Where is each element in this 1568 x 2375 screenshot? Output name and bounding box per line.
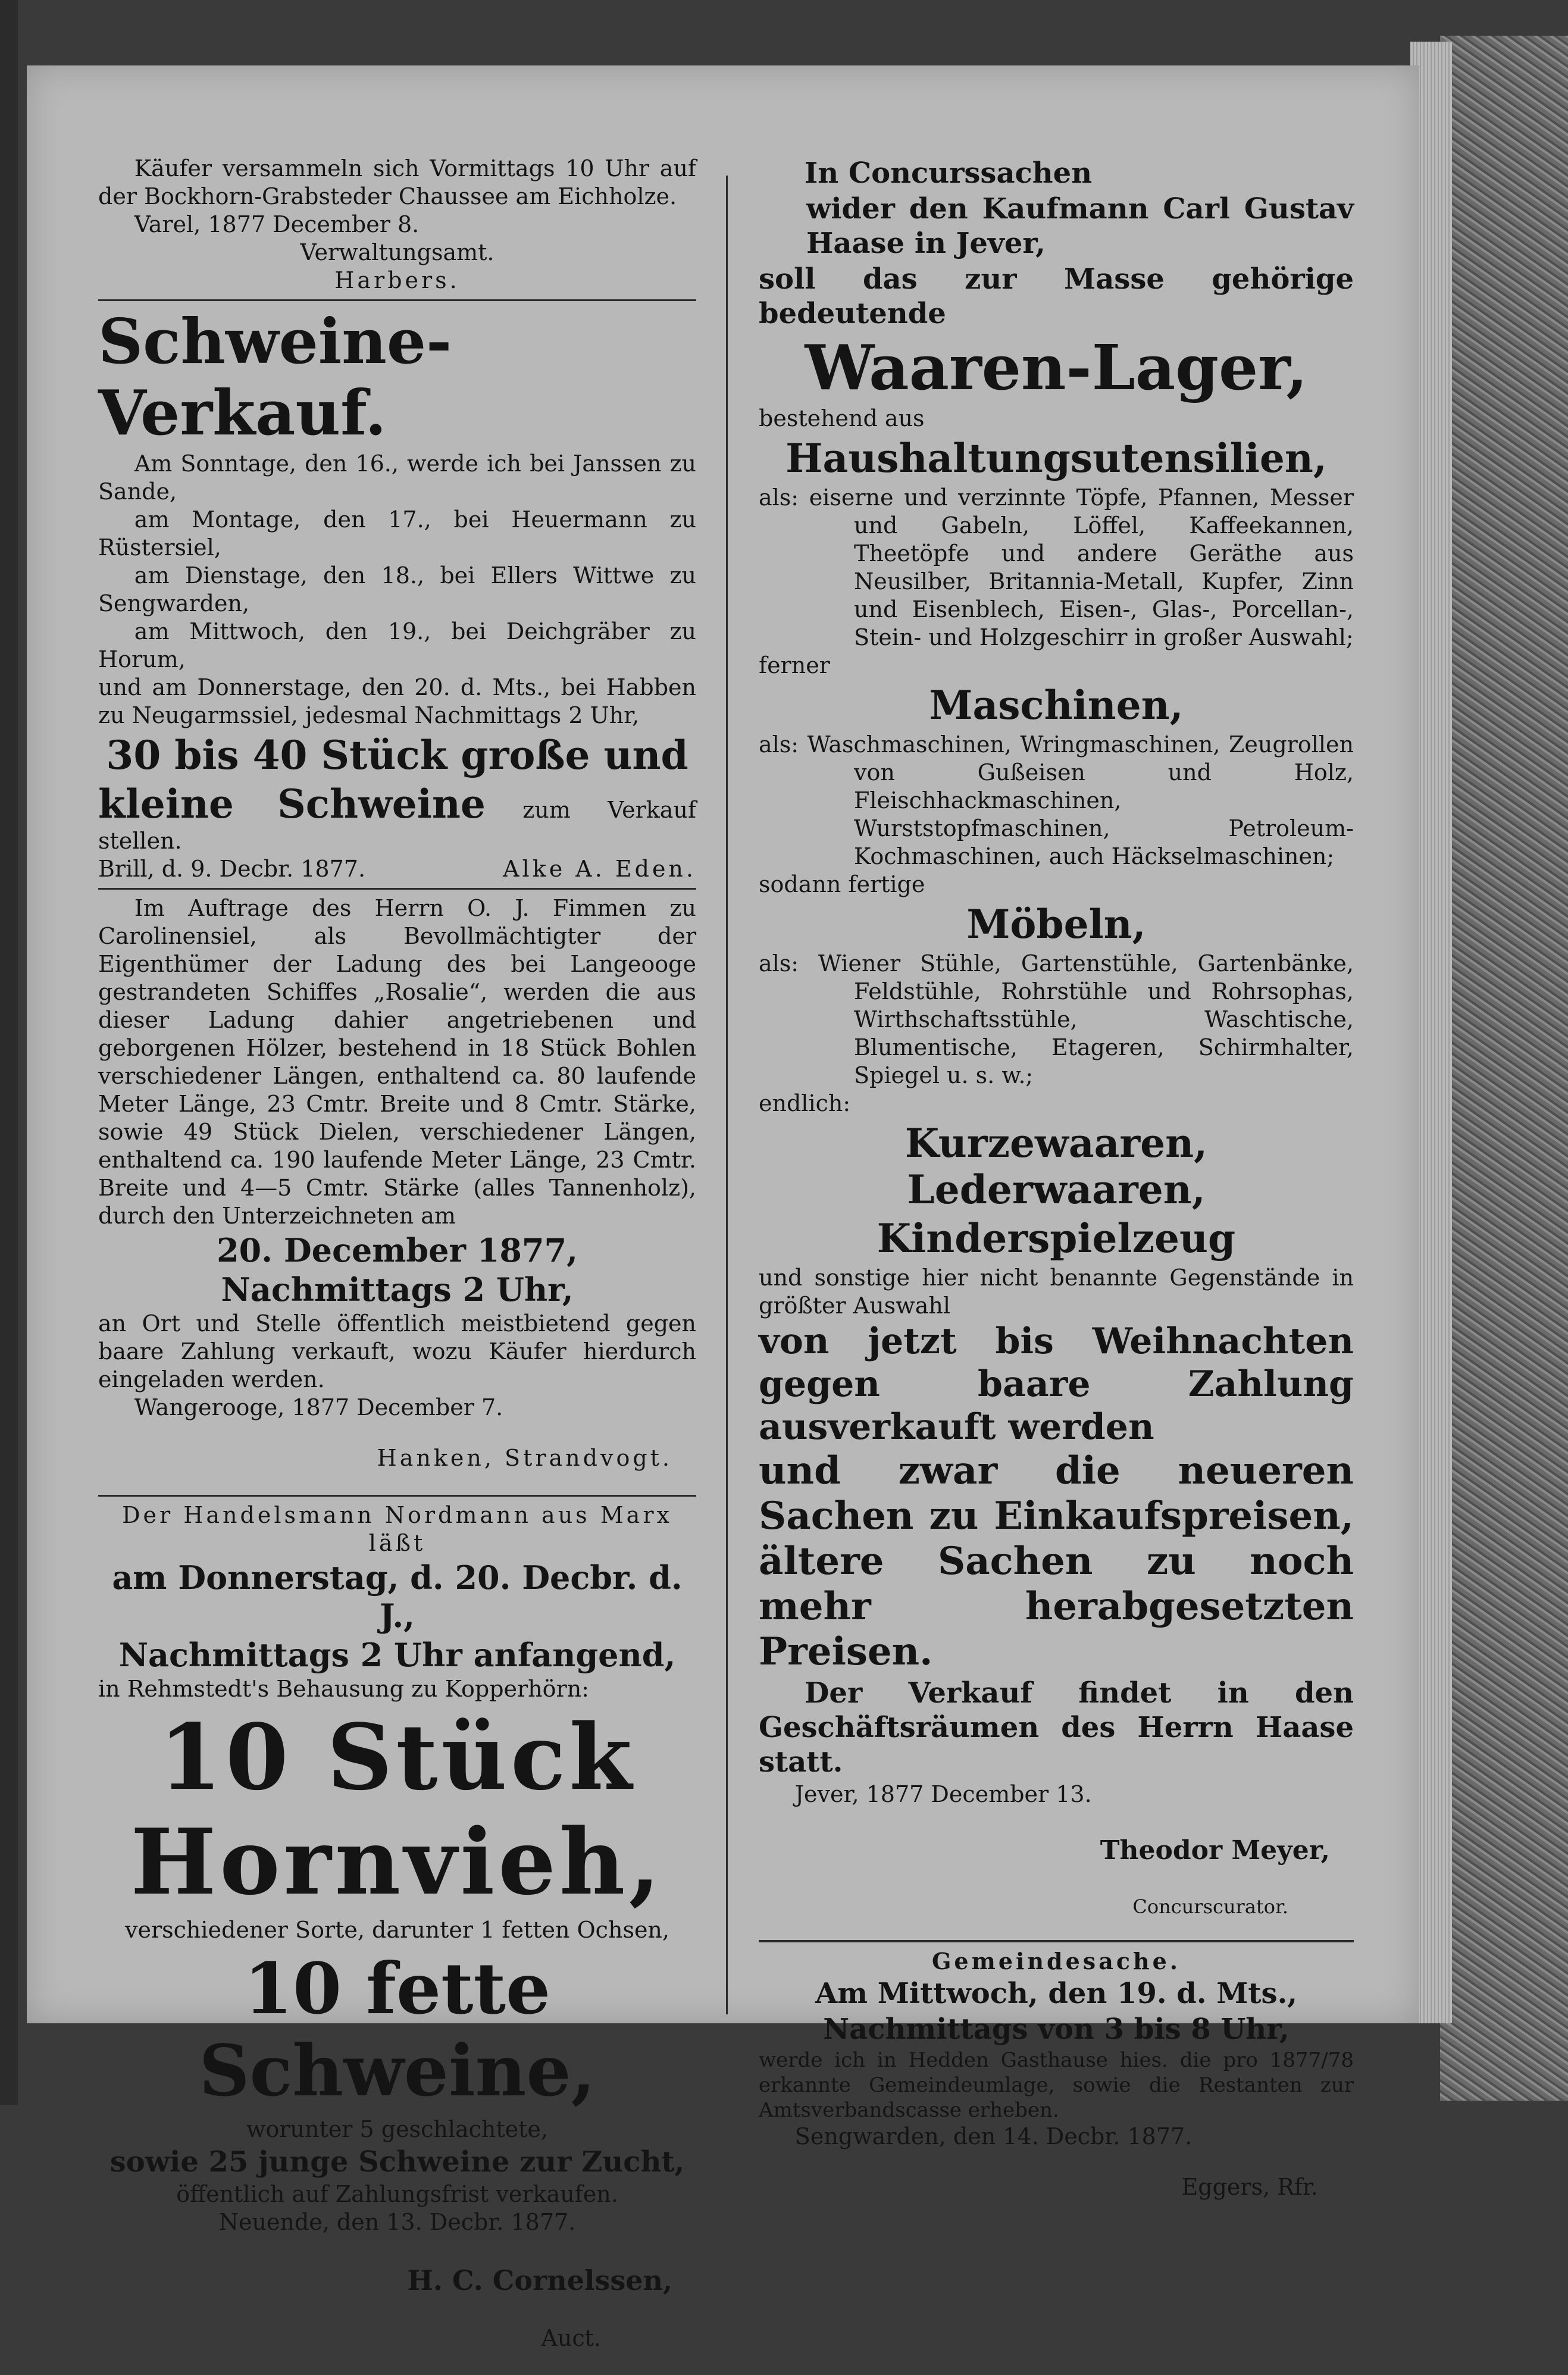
bankruptcy-haushalt-items: als: eiserne und verzinnte Töpfe, Pfannen, Messer und Gabeln, Löffel, Kaffeekannen, Theetöpfe und andere Geräthe aus Neusilber, Britannia-Metall, Kupfer, Zinn und Eisenblech, Eisen-, Glas-, Porcellan-, Stein- und Holzgeschirr in großer Auswahl; — [759, 484, 1354, 650]
cattle-sale-big: 10 fette Schweine, — [199, 1947, 596, 2112]
section-rule — [98, 299, 696, 301]
cattle-sale-place: in Rehmstedt's Behausung zu Kopperhörn: — [98, 1676, 589, 1702]
wood-sale-text-2: an Ort und Stelle öffentlich meistbietend gegen baare Zahlung verkauft, wozu Käufer hierdurch eingeladen werden. — [98, 1310, 696, 1393]
bankruptcy-heading-haushalt: Haushaltungsutensilien, — [785, 435, 1327, 481]
community-place-date: Sengwarden, den 14. Decbr. 1877. — [794, 2123, 1193, 2149]
bankruptcy-sale-text: von jetzt bis Weihnachten gegen baare Zahlung ausverkauft werden — [759, 1321, 1354, 1448]
cattle-sale-date: am Donnerstag, d. 20. Decbr. d. J., — [112, 1559, 683, 1635]
bankruptcy-ad — [759, 156, 1354, 1921]
left-column — [98, 155, 696, 2375]
pig-sale-big-2: kleine Schweine — [98, 781, 486, 827]
pig-sale-ad — [98, 306, 696, 883]
bankruptcy-signer: Theodor Meyer, — [1100, 1835, 1330, 1866]
bankruptcy-intro-3: soll das zur Masse gehörige bedeutende — [759, 262, 1354, 330]
notice-top — [98, 155, 696, 295]
bankruptcy-heading-moebel: Möbeln, — [966, 901, 1146, 947]
cattle-sale-terms: öffentlich auf Zahlungsfrist verkaufen. — [176, 2181, 618, 2207]
community-time: Nachmittags von 3 bis 8 Uhr, — [823, 2013, 1290, 2046]
bankruptcy-place-date: Jever, 1877 December 13. — [794, 1781, 1092, 1807]
scan-edge — [0, 0, 18, 2105]
community-text: werde ich in Hedden Gasthause hies. die pro 1877/78 erkannte Gemeindeumlage, sowie die Restanten zur Amtsverbandscasse erheben. — [759, 2048, 1354, 2122]
cattle-sale-signer: H. C. Cornelssen, — [407, 2264, 672, 2296]
community-signer: Eggers, Rfr. — [1181, 2174, 1318, 2200]
bankruptcy-venue: Der Verkauf findet in den Geschäftsräumen des Herrn Haase statt. — [759, 1676, 1354, 1779]
pig-sale-footer — [98, 855, 696, 883]
bankruptcy-consisting: bestehend aus — [759, 405, 925, 431]
pig-sale-text: Am Sonntage, den 16., werde ich bei Janssen zu Sande, — [98, 450, 696, 505]
cattle-sale-sort: verschiedener Sorte, darunter 1 fetten Ochsen, — [125, 1917, 669, 1943]
cattle-sale-intro: Der Handelsmann Nordmann aus Marx läßt — [122, 1502, 672, 1556]
bankruptcy-intro-2: wider den Kaufmann Carl Gustav Haase in Jever, — [806, 192, 1354, 260]
wood-sale-text: Im Auftrage des Herrn O. J. Fimmen zu Carolinensiel, als Bevollmächtigter der Eigenthümer der Ladung des bei Langeooge gestrandeten Schiffes „Rosalie“, werden die aus dieser Ladung dahier angetriebenen und geborgenen Hölzer, bestehend in 18 Stück Bohlen verschiedener Längen, enthaltend ca. 80 laufende Meter Länge, 23 Cmtr. Breite und 8 Cmtr. Stärke, sowie 49 Stück Dielen, verschiedener Längen, enthaltend ca. 190 laufende Meter Länge, 23 Cmtr. Breite und 4—5 Cmtr. Stärke (alles Tannenholz), durch den Unterzeichneten am — [98, 895, 696, 1229]
community-ad — [759, 1947, 1354, 2201]
wood-sale-place-date: Wangerooge, 1877 December 7. — [134, 1394, 503, 1420]
newspaper-page — [27, 65, 1419, 2351]
bankruptcy-heading-lager: Waaren-Lager, — [805, 331, 1308, 404]
bankruptcy-heading-kinder: Kinderspielzeug — [877, 1215, 1236, 1262]
community-heading: Gemeindesache. — [931, 1948, 1181, 1975]
bankruptcy-signer-title: Concurscurator. — [1132, 1895, 1288, 1918]
cattle-sale-sub: worunter 5 geschlachtete, — [246, 2116, 548, 2142]
notice-top-office: Verwaltungsamt. — [300, 239, 495, 265]
section-rule — [759, 1940, 1354, 1942]
pig-sale-item-2: am Dienstage, den 18., bei Ellers Wittwe zu Sengwarden, — [98, 562, 696, 617]
cattle-sale-time: Nachmittags 2 Uhr anfangend, — [118, 1636, 676, 1674]
notice-top-signer: Harbers. — [334, 267, 460, 293]
pig-sale-heading: Schweine-Verkauf. — [98, 305, 452, 449]
pig-sale-text-2: und am Donnerstage, den 20. d. Mts., bei Habben zu Neugarmssiel, jedesmal Nachmittags 2 Uhr, — [98, 674, 696, 728]
bankruptcy-sodann: sodann fertige — [759, 871, 925, 897]
pig-sale-item-1: am Montage, den 17., bei Heuermann zu Rüstersiel, — [98, 506, 696, 561]
cattle-sale-huge-1: 10 Stück — [159, 1704, 636, 1810]
pig-sale-big-1: 30 bis 40 Stück große und — [106, 732, 688, 778]
section-rule — [98, 1495, 696, 1497]
bankruptcy-intro-1: In Concurssachen — [804, 157, 1093, 190]
pig-sale-signer: Alke A. Eden. — [503, 856, 696, 882]
wood-sale-time: Nachmittags 2 Uhr, — [221, 1271, 574, 1309]
bankruptcy-heading-maschinen: Maschinen, — [929, 682, 1184, 728]
cattle-sale-huge-2: Hornvieh, — [130, 1808, 664, 1915]
bankruptcy-maschinen-items: als: Waschmaschinen, Wringmaschinen, Zeugrollen von Gußeisen und Holz, Fleischhackmaschinen, Wurststopfmaschinen, Petroleum-Kochmaschinen, auch Häckselmaschinen; — [759, 731, 1354, 869]
bankruptcy-heading-kurz: Kurzewaaren, Lederwaaren, — [905, 1120, 1208, 1213]
bankruptcy-moebel-items: als: Wiener Stühle, Gartenstühle, Gartenbänke, Feldstühle, Rohrstühle und Rohrsophas, Wirthschaftsstühle, Waschtische, Blumentische, Etageren, Schirmhalter, Spiegel u. s. w.; — [759, 950, 1354, 1088]
book-edge-texture — [1440, 36, 1568, 2101]
community-date: Am Mittwoch, den 19. d. Mts., — [815, 1977, 1297, 2010]
bankruptcy-ferner: ferner — [759, 652, 830, 678]
wood-sale-date: 20. December 1877, — [217, 1231, 578, 1269]
pig-sale-place-date: Brill, d. 9. Decbr. 1877. — [98, 856, 366, 882]
cattle-sale-signer-title: Auct. — [541, 2325, 601, 2351]
notice-top-line-2: Varel, 1877 December 8. — [134, 211, 420, 237]
bankruptcy-endlich: endlich: — [759, 1090, 851, 1116]
cattle-sale-place-date: Neuende, den 13. Decbr. 1877. — [218, 2209, 576, 2235]
bankruptcy-sale-big: und zwar die neueren Sachen zu Einkaufspreisen, ältere Sachen zu noch mehr herabgesetzten Preisen. — [759, 1448, 1354, 1674]
pig-sale-big-2-tail: zum Verkauf stellen. — [98, 797, 696, 854]
column-divider — [726, 176, 728, 2014]
section-rule — [98, 888, 696, 890]
bankruptcy-sonstige: und sonstige hier nicht benannte Gegenstände in größter Auswahl — [759, 1265, 1354, 1319]
wood-sale-ad — [98, 894, 696, 1472]
cattle-sale-young: sowie 25 junge Schweine zur Zucht, — [109, 2145, 685, 2179]
pig-sale-item-3: am Mittwoch, den 19., bei Deichgräber zu Horum, — [98, 618, 696, 672]
notice-top-line-1: Käufer versammeln sich Vormittags 10 Uhr auf der Bockhorn-Grabsteder Chaussee am Eichholze. — [98, 155, 696, 209]
wood-sale-signer: Hanken, Strandvogt. — [377, 1445, 672, 1471]
right-column — [759, 155, 1354, 2224]
cattle-sale-ad — [98, 1501, 696, 2352]
